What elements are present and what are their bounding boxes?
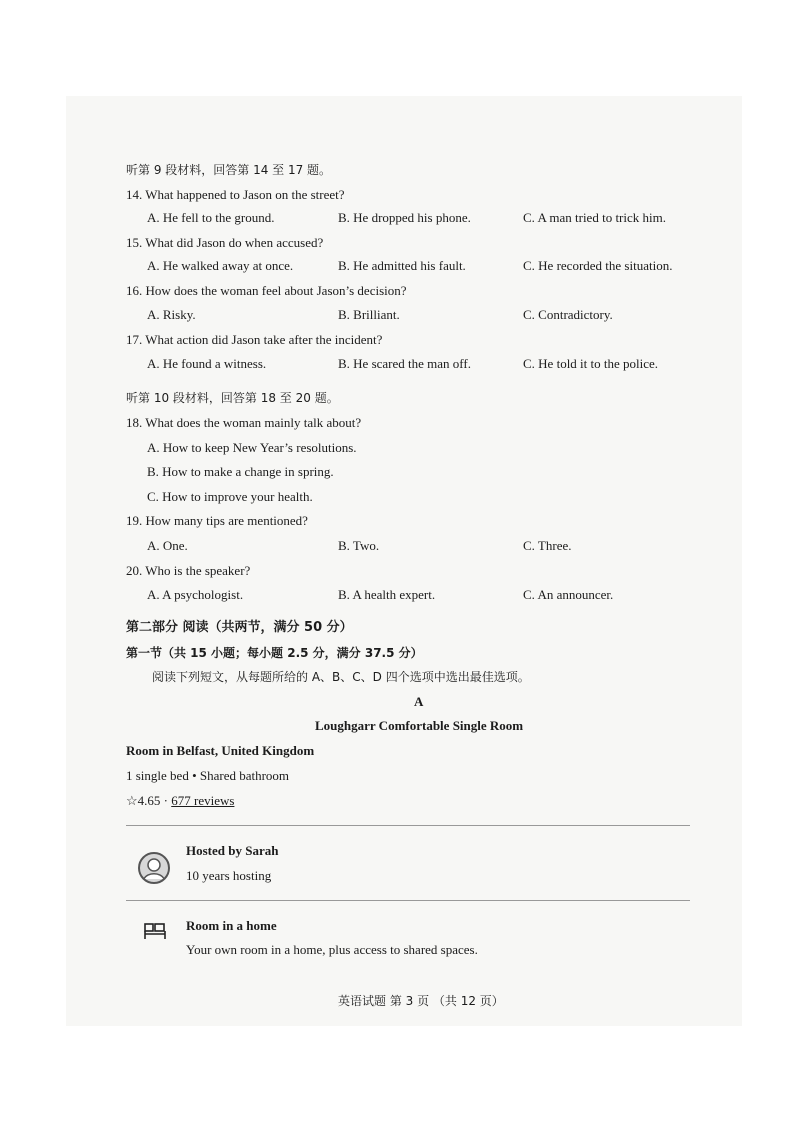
section-heading-listening-9: 听第 9 段材料，回答第 14 至 17 题。: [126, 163, 332, 177]
question-19-option-a: A. One.: [147, 538, 188, 553]
section-divider: [126, 825, 690, 826]
listing-rating-row: [126, 793, 234, 809]
passage-title: Loughgarr Comfortable Single Room: [315, 718, 524, 733]
page-footer: 英语试题 第 3 页 （共 12 页）: [338, 994, 504, 1008]
reading-instructions: 阅读下列短文，从每题所给的 A、B、C、D 四个选项中选出最佳选项。: [152, 670, 530, 684]
section-divider: [126, 900, 690, 901]
room-description: Your own room in a home, plus access to shared spaces.: [186, 942, 478, 957]
question-14-option-c: C. A man tried to trick him.: [523, 210, 666, 225]
listing-details: 1 single bed • Shared bathroom: [126, 768, 290, 783]
question-17-option-c: C. He told it to the police.: [523, 356, 659, 371]
part-two-heading: 第二部分 阅读（共两节，满分 50 分）: [126, 620, 353, 635]
question-14-option-b: B. He dropped his phone.: [338, 210, 471, 225]
question-20-option-c: C. An announcer.: [523, 587, 614, 602]
host-name: Hosted by Sarah: [186, 843, 279, 858]
question-16-option-a: A. Risky.: [147, 307, 196, 322]
room-type: Room in a home: [186, 918, 277, 933]
question-14-stem: 14. What happened to Jason on the street?: [126, 187, 345, 202]
question-16-option-c: C. Contradictory.: [523, 307, 613, 322]
question-15-stem: 15. What did Jason do when accused?: [126, 235, 324, 250]
question-19-option-c: C. Three.: [523, 538, 572, 553]
question-18-stem: 18. What does the woman mainly talk about?: [126, 415, 362, 430]
host-years: 10 years hosting: [186, 868, 272, 883]
question-19-option-b: B. Two.: [338, 538, 380, 553]
question-20-option-b: B. A health expert.: [338, 587, 436, 602]
question-18-option-a: A. How to keep New Year’s resolutions.: [147, 440, 357, 455]
section-heading-listening-10: 听第 10 段材料，回答第 18 至 20 题。: [126, 391, 339, 405]
user-avatar-icon: [138, 852, 170, 884]
section-one-heading: 第一节（共 15 小题；每小题 2.5 分，满分 37.5 分）: [126, 646, 423, 660]
question-15-option-b: B. He admitted his fault.: [338, 258, 466, 273]
question-17-option-a: A. He found a witness.: [147, 356, 267, 371]
question-18-option-b: B. How to make a change in spring.: [147, 464, 334, 479]
home-room-icon: [144, 922, 166, 940]
question-20-stem: 20. Who is the speaker?: [126, 563, 251, 578]
question-17-option-b: B. He scared the man off.: [338, 356, 471, 371]
question-15-option-a: A. He walked away at once.: [147, 258, 294, 273]
question-16-option-b: B. Brilliant.: [338, 307, 400, 322]
question-19-stem: 19. How many tips are mentioned?: [126, 513, 308, 528]
question-18-option-c: C. How to improve your health.: [147, 489, 313, 504]
question-20-option-a: A. A psychologist.: [147, 587, 244, 602]
rating-value: ☆4.65 ·: [126, 793, 168, 808]
question-15-option-c: C. He recorded the situation.: [523, 258, 673, 273]
question-17-stem: 17. What action did Jason take after the incident?: [126, 332, 383, 347]
question-14-option-a: A. He fell to the ground.: [147, 210, 275, 225]
reviews-link[interactable]: 677 reviews: [171, 793, 235, 808]
passage-letter: A: [414, 694, 424, 709]
listing-location: Room in Belfast, United Kingdom: [126, 743, 315, 758]
question-16-stem: 16. How does the woman feel about Jason’s decision?: [126, 283, 407, 298]
